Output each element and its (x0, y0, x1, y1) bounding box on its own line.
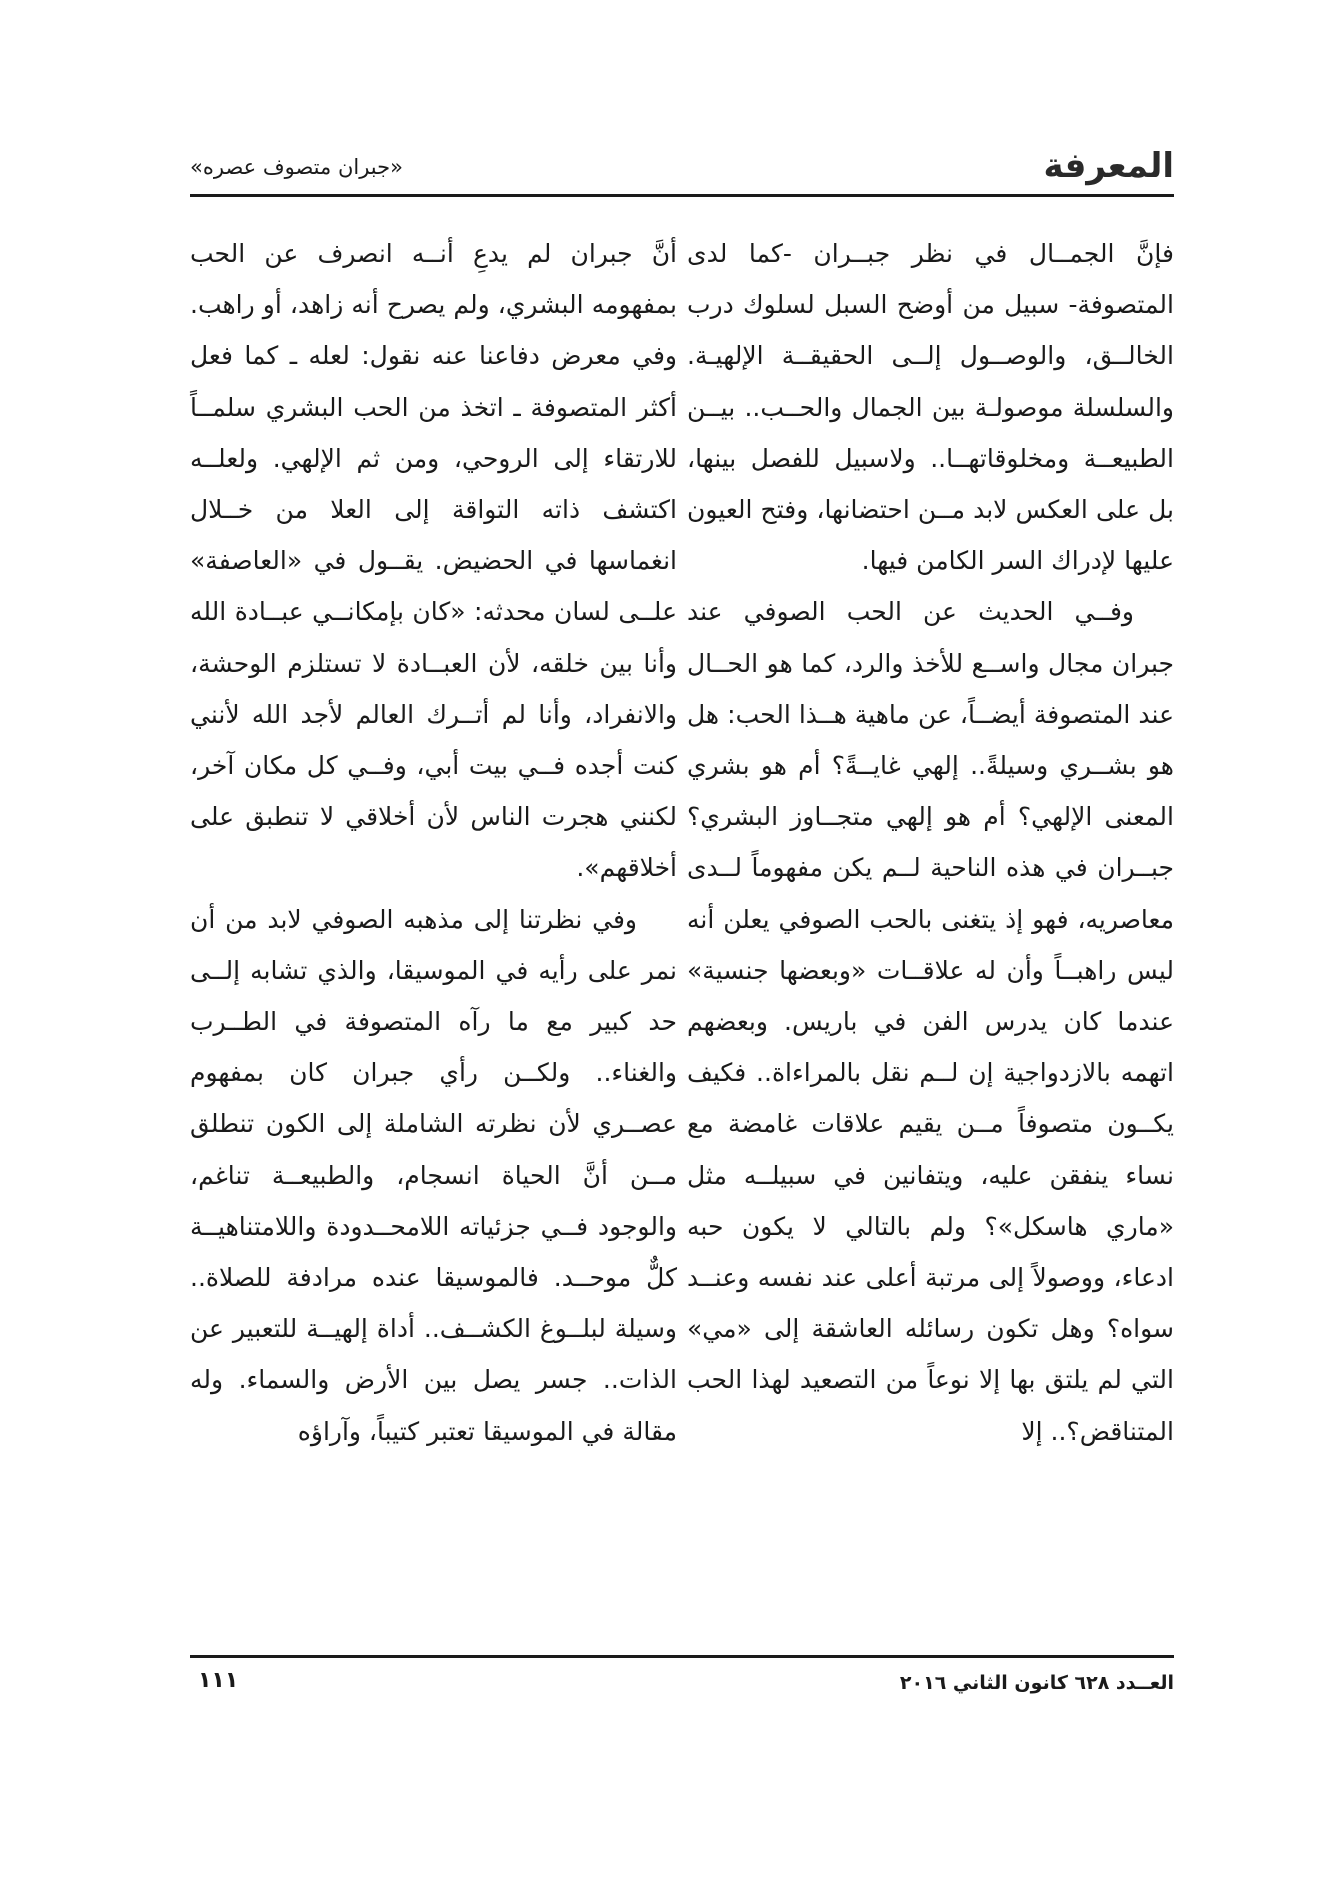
footer-divider (190, 1655, 1174, 1658)
paragraph: وفي نظرتنا إلى مذهبه الصوفي لابد من أن نمر على رأيه في الموسيقا، والذي تشابه إلــى حد كبير مع ما رآه المتصوفة في الطــرب والغناء.. ولكــن رأي جبران كان بمفهوم عصــري لأن نظرته الشاملة إلى الكون تنطلق مــن أنَّ الحياة انسجام، والطبيعــة تناغم، والوجود فــي جزئياته اللامحــدودة واللامتناهيــة كلٌّ موحــد. فالموسيقا عنده مرادفة للصلاة.. وسيلة لبلــوغ الكشــف.. أداة إلهيــة للتعبير عن الذات.. جسر يصل بين الأرض والسماء. وله مقالة في الموسيقا تعتبر كتيباً، وآراؤه (190, 904, 677, 1446)
running-article-title: «جبران متصوف عصره» (190, 155, 403, 179)
page-number: ١١١ (198, 1668, 239, 1693)
right-text-column (687, 228, 1174, 1457)
paragraph: وفــي الحديث عن الحب الصوفي عند جبران مجال واســع للأخذ والرد، كما هو الحــال عند المتصوفة أيضــاً، عن ماهية هــذا الحب: هل هو بشــري وسيلةً.. إلهي غايــةً؟ أم هو بشري المعنى الإلهي؟ أم هو إلهي متجــاوز البشري؟ جبــران في هذه الناحية لــم يكن مفهوماً لــدى معاصريه، فهو إذ يتغنى بالحب الصوفي يعلن أنه ليس راهبــاً وأن له علاقــات «وبعضها جنسية» عندما كان يدرس الفن في باريس. وبعضهم اتهمه بالازدواجية إن لــم نقل بالمراءاة.. فكيف يكــون متصوفاً مــن يقيم علاقات غامضة مع نساء ينفقن عليه، ويتفانين في سبيلــه مثل «ماري هاسكل»؟ ولم بالتالي لا يكون حبه ادعاء، ووصولاً إلى مرتبة أعلى عند نفسه وعنــد سواه؟ وهل تكون رسائله العاشقة إلى «مي» التي لم يلتق بها إلا نوعاً من التصعيد لهذا الحب المتناقض؟.. إلا (687, 597, 1174, 1446)
header-divider (190, 194, 1174, 197)
left-text-column (190, 228, 677, 1457)
issue-info: العــدد ٦٢٨ كانون الثاني ٢٠١٦ (899, 1672, 1174, 1694)
magazine-logo: المعرفة (1043, 146, 1174, 186)
paragraph: فإنَّ الجمــال في نظر جبــران -كما لدى المتصوفة- سبيل من أوضح السبل لسلوك درب الخالــق، والوصــول إلــى الحقيقــة الإلهيـة. والسلسلة موصولـة بين الجمال والحــب.. بيــن الطبيعــة ومخلوقاتهــا.. ولاسبيل للفصل بينها، بل على العكس لابد مــن احتضانها، وفتح العيون عليها لإدراك السر الكامن فيها. (687, 239, 1174, 576)
paragraph: أنَّ جبران لم يدعِ أنــه انصرف عن الحب بمفهومه البشري، ولم يصرح أنه زاهد، أو راهب. وفي معرض دفاعنا عنه نقول: لعله ـ كما فعل أكثر المتصوفة ـ اتخذ من الحب البشري سلمــاً للارتقاء إلى الروحي، ومن ثم الإلهي. ولعلــه اكتشف ذاته التواقة إلى العلا من خــلال انغماسها في الحضيض. يقــول في «العاصفة» علــى لسان محدثه: «كان بإمكانــي عبــادة الله وأنا بين خلقه، لأن العبــادة لا تستلزم الوحشة، والانفراد، وأنا لم أتــرك العالم لأجد الله لأنني كنت أجده فــي بيت أبي، وفــي كل مكان آخر، لكنني هجرت الناس لأن أخلاقي لا تنطبق على أخلاقهم». (190, 239, 677, 883)
